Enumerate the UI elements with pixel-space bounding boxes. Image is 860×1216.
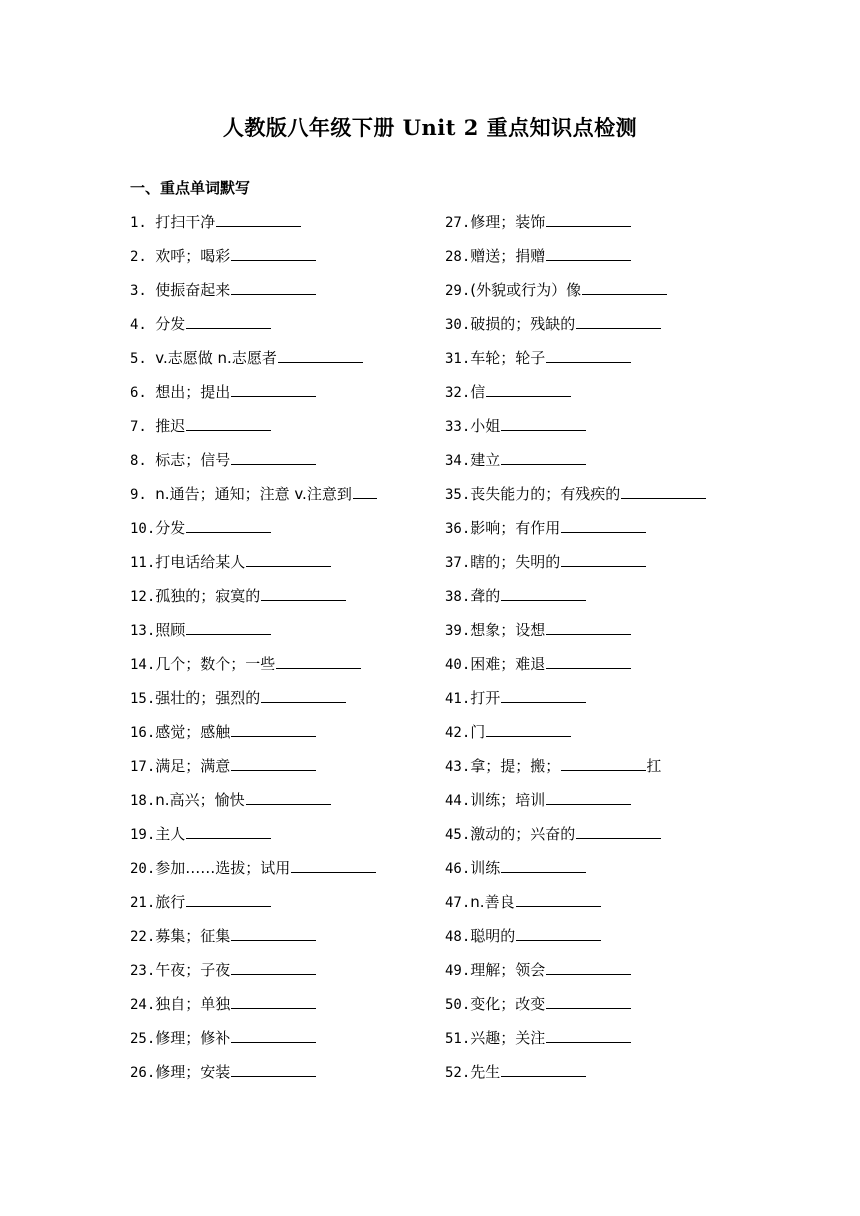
answer-blank[interactable] (261, 584, 346, 601)
item-number: 33. (445, 419, 471, 435)
vocab-item (130, 310, 430, 344)
item-prompt: 使振奋起来 (155, 281, 231, 299)
item-number: 29. (445, 283, 471, 299)
vocab-item (130, 514, 430, 548)
answer-blank[interactable] (486, 380, 571, 397)
item-number: 5. (130, 351, 156, 367)
item-number: 18. (130, 793, 156, 809)
vocab-item (445, 990, 755, 1024)
item-prompt: 破损的；残缺的 (470, 315, 576, 333)
item-number: 35. (445, 487, 471, 503)
item-prompt: 旅行 (155, 893, 186, 911)
vocab-item (445, 956, 755, 990)
answer-blank[interactable] (576, 312, 661, 329)
section-heading: 一、重点单词默写 (130, 179, 251, 197)
answer-blank[interactable] (231, 958, 316, 975)
item-number: 47. (445, 895, 471, 911)
vocab-item (130, 888, 430, 922)
item-number: 9. (130, 487, 156, 503)
item-number: 34. (445, 453, 471, 469)
item-prompt: 小姐 (470, 417, 501, 435)
item-number: 30. (445, 317, 471, 333)
item-prompt: 打电话给某人 (155, 553, 246, 571)
item-number: 20. (130, 861, 156, 877)
answer-blank[interactable] (231, 992, 316, 1009)
vocab-item (445, 208, 755, 242)
item-number: 52. (445, 1065, 471, 1081)
vocab-item (130, 378, 430, 412)
answer-blank[interactable] (561, 754, 646, 771)
answer-blank[interactable] (186, 618, 271, 635)
item-prompt: 参加……选拔；试用 (155, 859, 291, 877)
item-number: 28. (445, 249, 471, 265)
answer-blank[interactable] (561, 550, 646, 567)
item-prompt: 聪明的 (470, 927, 516, 945)
vocab-item (130, 820, 430, 854)
answer-blank[interactable] (291, 856, 376, 873)
item-number: 45. (445, 827, 471, 843)
vocab-item (445, 684, 755, 718)
item-prompt: 感觉；感触 (155, 723, 231, 741)
vocab-item (130, 990, 430, 1024)
item-number: 24. (130, 997, 156, 1013)
item-number: 26. (130, 1065, 156, 1081)
vocab-item (130, 242, 430, 276)
vocab-item (130, 446, 430, 480)
item-suffix: 扛 (646, 757, 662, 775)
item-number: 46. (445, 861, 471, 877)
answer-blank[interactable] (546, 992, 631, 1009)
vocab-list-right (445, 208, 755, 1092)
vocab-item (445, 344, 755, 378)
item-prompt: 丧失能力的；有残疾的 (470, 485, 621, 503)
item-prompt: 先生 (470, 1063, 501, 1081)
answer-blank[interactable] (231, 1060, 316, 1077)
item-prompt: 修理；装饰 (470, 213, 546, 231)
item-number: 7. (130, 419, 156, 435)
vocab-item (445, 854, 755, 888)
vocab-item (445, 446, 755, 480)
vocab-item (445, 718, 755, 752)
item-prompt: 建立 (470, 451, 501, 469)
item-number: 44. (445, 793, 471, 809)
item-number: 19. (130, 827, 156, 843)
item-prompt: 强壮的；强烈的 (155, 689, 261, 707)
answer-blank[interactable] (546, 652, 631, 669)
item-number: 22. (130, 929, 156, 945)
item-number: 39. (445, 623, 471, 639)
answer-blank[interactable] (546, 788, 631, 805)
item-number: 42. (445, 725, 471, 741)
vocab-item (130, 616, 430, 650)
answer-blank[interactable] (186, 890, 271, 907)
item-prompt: 赠送；捐赠 (470, 247, 546, 265)
item-prompt: 拿；提；搬； (470, 757, 561, 775)
vocab-item (130, 718, 430, 752)
item-prompt: 想出；提出 (155, 383, 231, 401)
item-prompt: 训练 (470, 859, 501, 877)
vocab-item (130, 1024, 430, 1058)
answer-blank[interactable] (231, 1026, 316, 1043)
item-prompt: 募集；征集 (155, 927, 231, 945)
item-prompt: 修理；安装 (155, 1063, 231, 1081)
answer-blank[interactable] (186, 822, 271, 839)
item-number: 10. (130, 521, 156, 537)
item-number: 41. (445, 691, 471, 707)
document-title: 人教版八年级下册 Unit 2 重点知识点检测 (222, 115, 638, 140)
item-number: 43. (445, 759, 471, 775)
answer-blank[interactable] (353, 482, 377, 499)
answer-blank[interactable] (501, 584, 586, 601)
answer-blank[interactable] (621, 482, 706, 499)
item-prompt: 兴趣；关注 (470, 1029, 546, 1047)
item-number: 25. (130, 1031, 156, 1047)
item-prompt: v.志愿做 n.志愿者 (155, 349, 277, 367)
item-number: 13. (130, 623, 156, 639)
item-prompt: 满足；满意 (155, 757, 231, 775)
answer-blank[interactable] (278, 346, 363, 363)
answer-blank[interactable] (546, 210, 631, 227)
item-prompt: 几个；数个；一些 (155, 655, 276, 673)
vocab-item (130, 1058, 430, 1092)
vocab-item (130, 684, 430, 718)
vocab-item (445, 786, 755, 820)
item-prompt: 推迟 (155, 417, 186, 435)
answer-blank[interactable] (486, 720, 571, 737)
item-prompt: 标志；信号 (155, 451, 231, 469)
item-prompt: 午夜；子夜 (155, 961, 231, 979)
item-number: 8. (130, 453, 156, 469)
answer-blank[interactable] (246, 788, 331, 805)
item-number: 38. (445, 589, 471, 605)
item-prompt: 修理；修补 (155, 1029, 231, 1047)
item-number: 23. (130, 963, 156, 979)
item-prompt: 信 (470, 383, 486, 401)
item-prompt: 照顾 (155, 621, 186, 639)
item-prompt: 欢呼；喝彩 (155, 247, 231, 265)
answer-blank[interactable] (276, 652, 361, 669)
answer-blank[interactable] (561, 516, 646, 533)
item-number: 6. (130, 385, 156, 401)
vocab-list-left (130, 208, 430, 1092)
vocab-item (445, 650, 755, 684)
vocab-item (130, 480, 430, 514)
answer-blank[interactable] (231, 244, 316, 261)
item-prompt: 打扫干净 (155, 213, 216, 231)
vocab-item (130, 786, 430, 820)
item-number: 40. (445, 657, 471, 673)
item-number: 27. (445, 215, 471, 231)
item-prompt: 想象；设想 (470, 621, 546, 639)
vocab-item (445, 480, 755, 514)
answer-blank[interactable] (582, 278, 667, 295)
item-number: 3. (130, 283, 156, 299)
vocab-item (130, 276, 430, 310)
answer-blank[interactable] (501, 414, 586, 431)
answer-blank[interactable] (186, 414, 271, 431)
vocab-item (130, 956, 430, 990)
vocab-item (445, 276, 755, 310)
item-prompt: 聋的 (470, 587, 501, 605)
answer-blank[interactable] (186, 516, 271, 533)
item-number: 11. (130, 555, 156, 571)
item-number: 12. (130, 589, 156, 605)
item-prompt: 独自；单独 (155, 995, 231, 1013)
vocab-item (445, 1024, 755, 1058)
item-number: 2. (130, 249, 156, 265)
item-prompt: 分发 (155, 315, 186, 333)
item-number: 36. (445, 521, 471, 537)
answer-blank[interactable] (231, 448, 316, 465)
vocab-item (445, 548, 755, 582)
item-number: 14. (130, 657, 156, 673)
item-prompt: 车轮；轮子 (470, 349, 546, 367)
vocab-item (130, 854, 430, 888)
vocab-item (445, 1058, 755, 1092)
vocab-item (445, 922, 755, 956)
item-prompt: 困难；难退 (470, 655, 546, 673)
item-prompt: 影响；有作用 (470, 519, 561, 537)
vocab-item (445, 582, 755, 616)
answer-blank[interactable] (231, 720, 316, 737)
item-number: 16. (130, 725, 156, 741)
item-prompt: n.善良 (470, 893, 515, 911)
vocab-item (130, 650, 430, 684)
answer-blank[interactable] (546, 618, 631, 635)
answer-blank[interactable] (546, 1026, 631, 1043)
answer-blank[interactable] (231, 754, 316, 771)
vocab-item (130, 412, 430, 446)
vocab-item (130, 922, 430, 956)
answer-blank[interactable] (516, 890, 601, 907)
item-prompt: 分发 (155, 519, 186, 537)
vocab-item (130, 582, 430, 616)
item-prompt: n.通告；通知；注意 v.注意到 (155, 485, 352, 503)
item-number: 48. (445, 929, 471, 945)
item-number: 51. (445, 1031, 471, 1047)
vocab-item (445, 616, 755, 650)
answer-blank[interactable] (501, 856, 586, 873)
item-number: 4. (130, 317, 156, 333)
answer-blank[interactable] (501, 1060, 586, 1077)
vocab-item (445, 514, 755, 548)
item-number: 17. (130, 759, 156, 775)
item-number: 31. (445, 351, 471, 367)
answer-blank[interactable] (246, 550, 331, 567)
answer-blank[interactable] (231, 924, 316, 941)
item-prompt: 激动的；兴奋的 (470, 825, 576, 843)
answer-blank[interactable] (501, 448, 586, 465)
item-prompt: 打开 (470, 689, 501, 707)
item-prompt: n.高兴；愉快 (155, 791, 245, 809)
item-number: 50. (445, 997, 471, 1013)
item-number: 37. (445, 555, 471, 571)
vocab-item (445, 752, 755, 786)
vocab-item (445, 378, 755, 412)
answer-blank[interactable] (546, 346, 631, 363)
item-number: 1. (130, 215, 156, 231)
vocab-item (445, 820, 755, 854)
answer-blank[interactable] (231, 278, 316, 295)
answer-blank[interactable] (216, 210, 301, 227)
answer-blank[interactable] (501, 686, 586, 703)
answer-blank[interactable] (576, 822, 661, 839)
vocab-item (130, 208, 430, 242)
item-number: 49. (445, 963, 471, 979)
vocab-item (445, 412, 755, 446)
answer-blank[interactable] (186, 312, 271, 329)
item-number: 32. (445, 385, 471, 401)
item-prompt: 瞎的；失明的 (470, 553, 561, 571)
vocab-item (130, 344, 430, 378)
answer-blank[interactable] (516, 924, 601, 941)
item-prompt: 门 (470, 723, 486, 741)
answer-blank[interactable] (546, 244, 631, 261)
item-prompt: 理解；领会 (470, 961, 546, 979)
item-prompt: (外貌或行为）像 (470, 281, 582, 299)
item-number: 21. (130, 895, 156, 911)
vocab-item (445, 242, 755, 276)
item-number: 15. (130, 691, 156, 707)
answer-blank[interactable] (231, 380, 316, 397)
answer-blank[interactable] (261, 686, 346, 703)
item-prompt: 训练；培训 (470, 791, 546, 809)
vocab-item (445, 888, 755, 922)
vocab-item (445, 310, 755, 344)
vocab-item (130, 548, 430, 582)
vocab-item (130, 752, 430, 786)
item-prompt: 孤独的；寂寞的 (155, 587, 261, 605)
item-prompt: 变化；改变 (470, 995, 546, 1013)
item-prompt: 主人 (155, 825, 186, 843)
answer-blank[interactable] (546, 958, 631, 975)
